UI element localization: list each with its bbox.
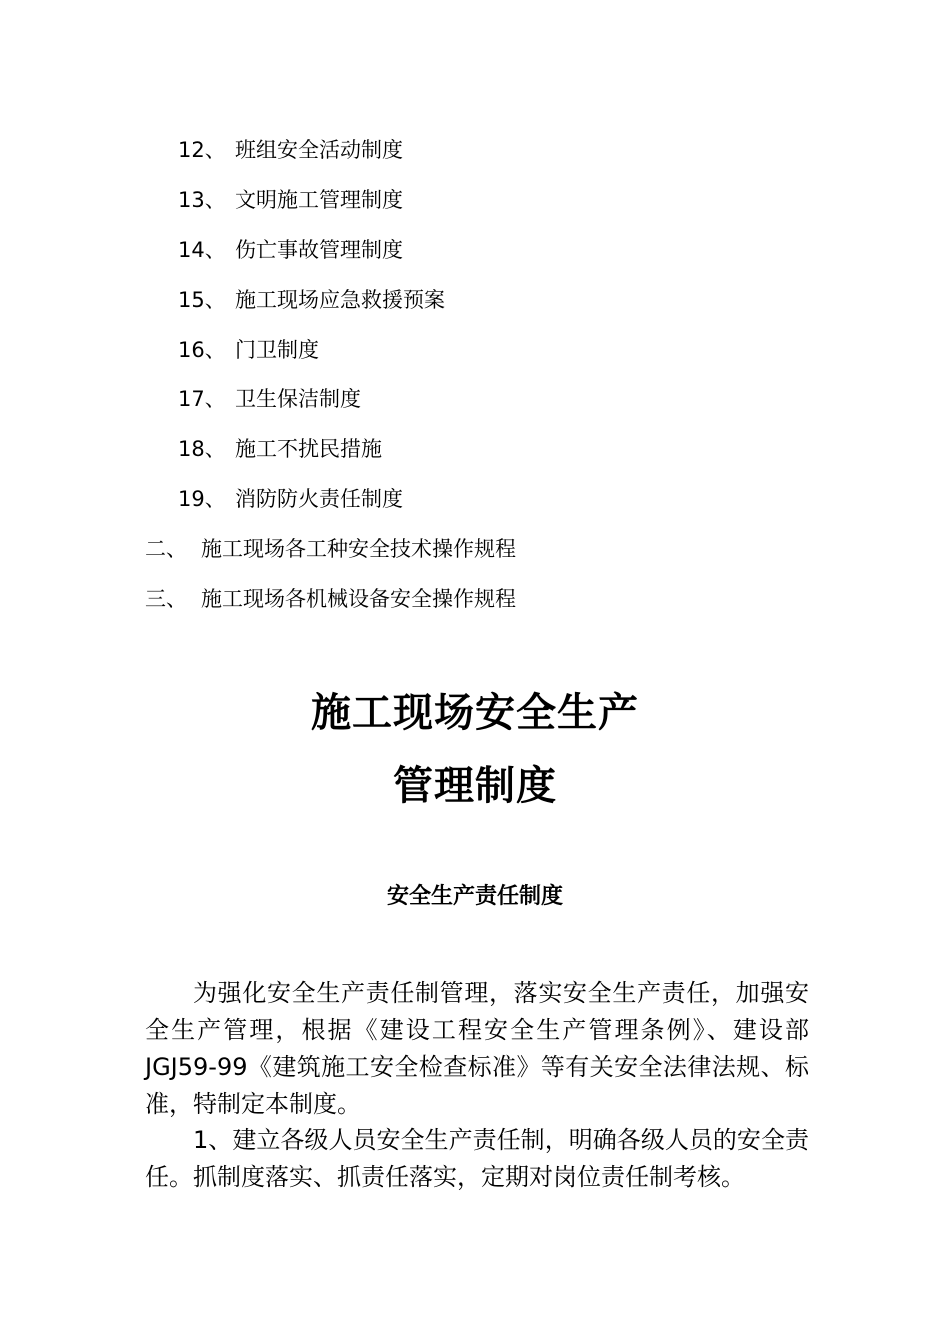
body-paragraph: 1、建立各级人员安全生产责任制，明确各级人员的安全责任。抓制度落实、抓责任落实，定期对岗位责任制考核。 <box>145 1126 809 1191</box>
toc-section-label: 施工现场各工种安全技术操作规程 <box>201 537 516 561</box>
toc-item <box>178 286 445 314</box>
toc-item-number: 15、 <box>178 288 226 312</box>
toc-item-label: 伤亡事故管理制度 <box>235 238 403 262</box>
toc-section <box>145 535 516 563</box>
toc-item-label: 施工现场应急救援预案 <box>235 288 445 312</box>
toc-section <box>145 585 516 613</box>
toc-item <box>178 136 403 164</box>
toc-section-label: 施工现场各机械设备安全操作规程 <box>201 587 516 611</box>
toc-item-label: 门卫制度 <box>235 338 319 362</box>
toc-item-number: 18、 <box>178 437 226 461</box>
toc-item-label: 班组安全活动制度 <box>235 138 403 162</box>
toc-item-label: 卫生保洁制度 <box>235 387 361 411</box>
toc-section-number: 三、 <box>145 587 187 611</box>
toc-item-label: 消防防火责任制度 <box>235 487 403 511</box>
toc-item-number: 17、 <box>178 387 226 411</box>
toc-item-label: 施工不扰民措施 <box>235 437 382 461</box>
toc-item-number: 14、 <box>178 238 226 262</box>
page-title-line-1: 施工现场安全生产 <box>311 690 639 736</box>
toc-item-label: 文明施工管理制度 <box>235 188 403 212</box>
toc-item <box>178 336 319 364</box>
toc-item-number: 19、 <box>178 487 226 511</box>
toc-item-number: 12、 <box>178 138 226 162</box>
toc-item <box>178 236 403 264</box>
toc-item <box>178 435 382 463</box>
toc-item <box>178 485 403 513</box>
toc-item <box>178 186 403 214</box>
toc-item <box>178 385 361 413</box>
toc-item-number: 13、 <box>178 188 226 212</box>
section-heading: 安全生产责任制度 <box>386 884 563 909</box>
toc-section-number: 二、 <box>145 537 187 561</box>
body-paragraph: 为强化安全生产责任制管理，落实安全生产责任，加强安全生产管理，根据《建设工程安全生产管理条例》、建设部 JGJ59-99《建筑施工安全检查标准》等有关安全法律法规、标准，特制定本制度。 <box>145 979 809 1118</box>
toc-item-number: 16、 <box>178 338 226 362</box>
page-title-line-2: 管理制度 <box>393 763 557 809</box>
